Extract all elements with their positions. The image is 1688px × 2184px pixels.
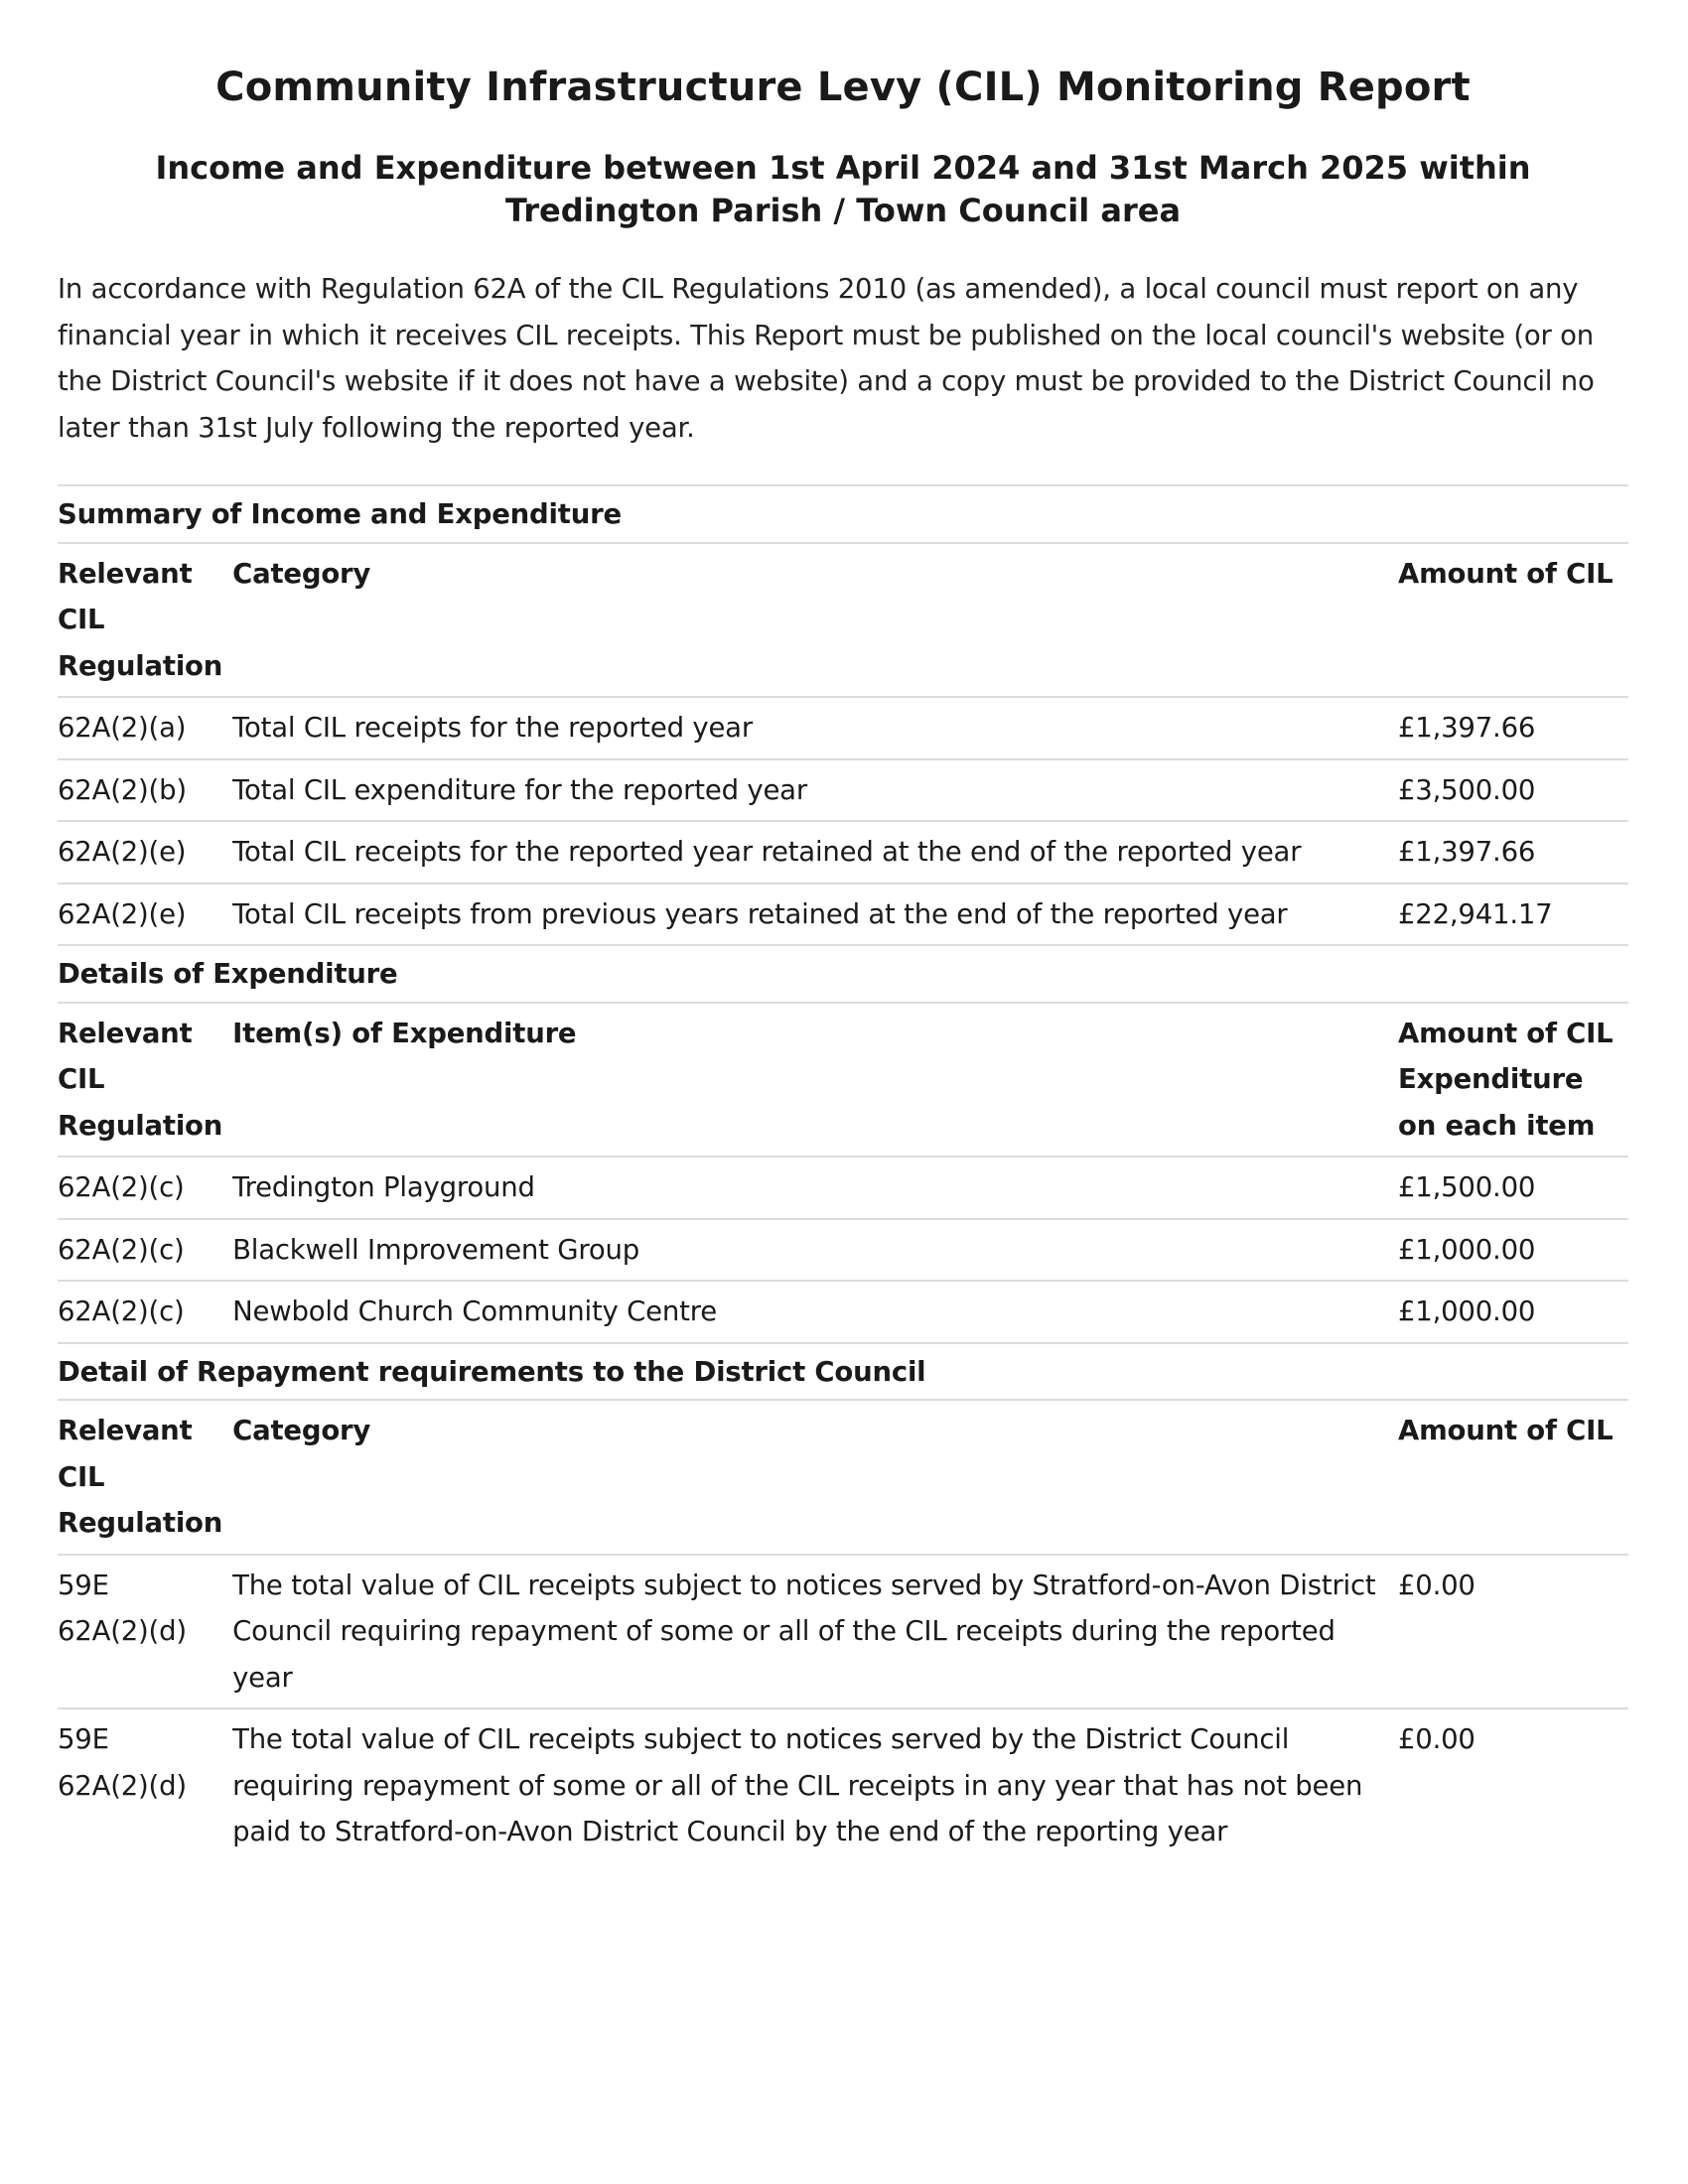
report-subtitle [58,147,1628,232]
regulation-line-1: 59E [58,1723,109,1755]
table-row [58,1281,1628,1343]
amount-cell: £1,000.00 [1398,1281,1628,1343]
summary-section-heading [58,485,1628,543]
repayment-header-amount: Amount of CIL [1398,1400,1628,1555]
regulation-line-1: 59E [58,1569,109,1601]
table-row [58,821,1628,884]
intro-paragraph: In accordance with Regulation 62A of the CIL Regulations 2010 (as amended), a local council must report on any financial year in which it receives CIL receipts. This Report must be published on the local council's website (or on the District Council's website if it does not have a website) and a copy must be provided to the District Council no later than 31st July following the reported year. [58,273,1595,444]
regulation-line-2: 62A(2)(d) [58,1615,187,1647]
regulation-cell: 62A(2)(c) [58,1157,232,1219]
category-cell: The total value of CIL receipts subject to notices served by the District Council requiring repayment of some or all of the CIL receipts in any year that has not been paid to Stratford-on-Avon District Council by the end of the reporting year [232,1708,1398,1862]
amount-cell: £3,500.00 [1398,759,1628,822]
item-cell: Newbold Church Community Centre [232,1281,1398,1343]
amount-cell: £0.00 [1398,1708,1628,1862]
regulation-line-2: 62A(2)(d) [58,1769,187,1802]
category-cell: Total CIL expenditure for the reported year [232,759,1398,822]
amount-cell: £0.00 [1398,1555,1628,1709]
subtitle-line-1: Income and Expenditure between 1st April 2024 and 31st March 2025 within [155,149,1531,187]
item-cell: Blackwell Improvement Group [232,1219,1398,1282]
table-row [58,1219,1628,1282]
category-cell: Total CIL receipts from previous years retained at the end of the reported year [232,884,1398,946]
expenditure-heading: Details of Expenditure [58,945,1628,1003]
table-row [58,759,1628,822]
regulation-cell: 62A(2)(c) [58,1281,232,1343]
page-title: Community Infrastructure Levy (CIL) Monitoring Report [215,65,1471,110]
expenditure-header-amount: Amount of CIL Expenditure on each item [1398,1003,1628,1158]
expenditure-header-row [58,1003,1628,1158]
repayment-section-heading [58,1343,1628,1401]
repayment-header-regulation: Relevant CIL Regulation [58,1400,232,1555]
summary-header-amount: Amount of CIL [1398,543,1628,698]
expenditure-section-heading [58,945,1628,1003]
regulation-cell: 62A(2)(e) [58,884,232,946]
regulation-cell: 62A(2)(e) [58,821,232,884]
report-table [58,484,1628,1862]
category-cell: Total CIL receipts for the reported year retained at the end of the reported year [232,821,1398,884]
subtitle-line-2: Tredington Parish / Town Council area [504,192,1182,229]
table-row [58,1555,1628,1709]
regulation-cell [58,1555,232,1709]
regulation-cell [58,1708,232,1862]
amount-cell: £1,000.00 [1398,1219,1628,1282]
regulation-cell: 62A(2)(c) [58,1219,232,1282]
item-cell: Tredington Playground [232,1157,1398,1219]
summary-header-row [58,543,1628,698]
table-row [58,1157,1628,1219]
summary-header-regulation: Relevant CIL Regulation [58,543,232,698]
category-cell: The total value of CIL receipts subject to notices served by Stratford-on-Avon District Council requiring repayment of some or all of the CIL receipts during the reported year [232,1555,1398,1709]
category-cell: Total CIL receipts for the reported year [232,697,1398,759]
amount-cell: £1,500.00 [1398,1157,1628,1219]
summary-heading: Summary of Income and Expenditure [58,485,1628,543]
summary-header-category: Category [232,543,1398,698]
table-row [58,884,1628,946]
table-row [58,1708,1628,1862]
regulation-cell: 62A(2)(b) [58,759,232,822]
amount-cell: £1,397.66 [1398,697,1628,759]
table-row [58,697,1628,759]
expenditure-header-regulation: Relevant CIL Regulation [58,1003,232,1158]
repayment-header-row [58,1400,1628,1555]
amount-cell: £22,941.17 [1398,884,1628,946]
repayment-header-category: Category [232,1400,1398,1555]
regulation-cell: 62A(2)(a) [58,697,232,759]
amount-cell: £1,397.66 [1398,821,1628,884]
repayment-heading: Detail of Repayment requirements to the District Council [58,1343,1628,1401]
expenditure-header-item: Item(s) of Expenditure [232,1003,1398,1158]
report-page [58,62,1628,1862]
